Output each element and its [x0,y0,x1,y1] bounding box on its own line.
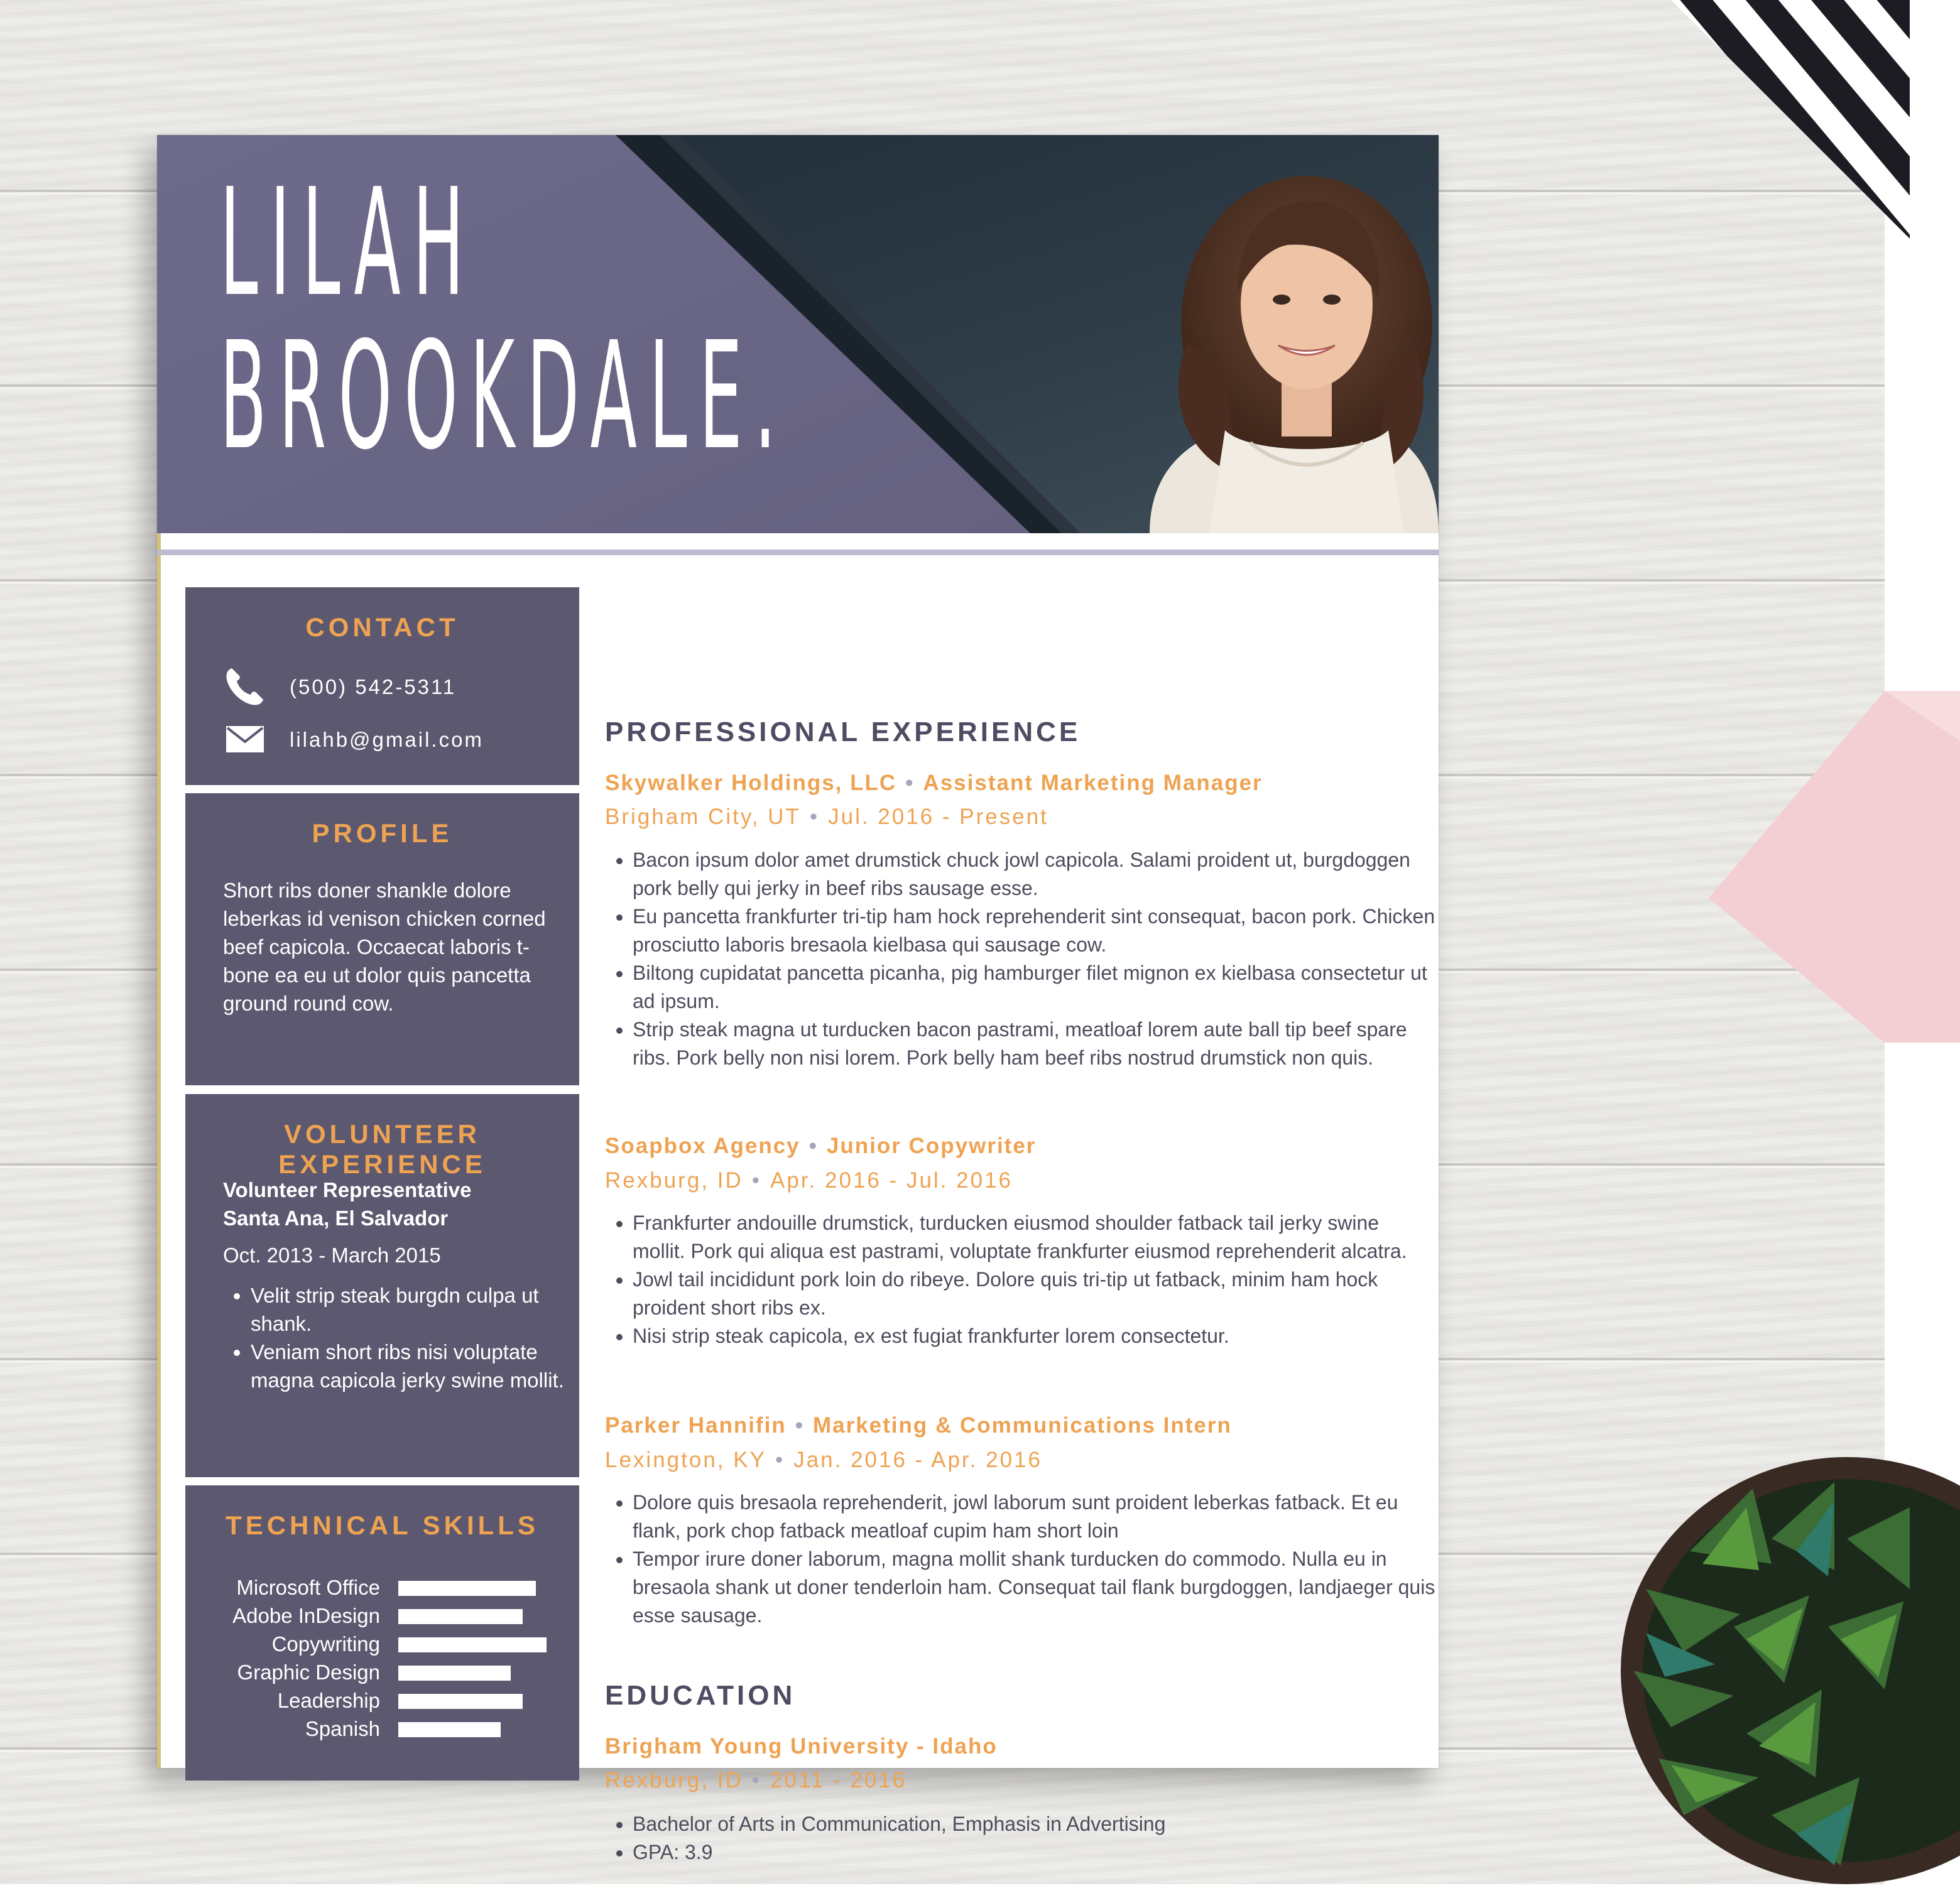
skill-level-bar [398,1722,501,1737]
skills-title: TECHNICAL SKILLS [226,1510,539,1540]
skill-label: Microsoft Office [236,1576,380,1599]
job-company: Parker Hannifin [605,1413,787,1438]
skill-row [185,1630,579,1658]
education-school: Brigham Young University - Idaho [605,1734,998,1759]
skill-row [185,1602,579,1630]
contact-section [185,587,579,785]
list-item: • Strip steak magna ut turducken bacon pastrami, meatloaf lorem aute ball tip beef spare ribs. Pork belly non nisi lorem. Pork belly ham beef ribs nostrud drumstick non quis. [633,1016,1437,1072]
skill-level-bar [398,1666,511,1681]
education-location: Rexburg, ID [605,1768,743,1792]
list-item: • Velit strip steak burgdn culpa ut shank. [251,1281,565,1338]
job-location: Lexington, KY [605,1448,766,1472]
list-item: • Bacon ipsum dolor amet drumstick chuck jowl capicola. Salami proident ut, burgdoggen pork belly qui jerky in beef ribs sausage esse. [633,846,1437,903]
job-meta [605,1448,1042,1473]
resume-sheet [157,135,1439,1863]
job-company: Soapbox Agency [605,1134,800,1158]
contact-phone-row [223,668,456,705]
striped-paper-decoration [1646,0,1910,239]
job-meta [605,805,1048,830]
job-heading [605,1413,1232,1438]
candidate-name [220,156,788,482]
header-divider [157,550,1439,555]
job-heading [605,771,1263,796]
list-item: • Nisi strip steak capicola, ex est fugiat frankfurter lorem consectetur. [633,1322,1437,1350]
list-item: • Dolore quis bresaola reprehenderit, jowl laborum sunt proident leberkas fatback. Et eu flank, pork chop fatback meatloaf cupim ham short loin [633,1488,1437,1545]
contact-phone[interactable]: (500) 542-5311 [290,675,457,698]
separator-dot: • [751,1768,762,1792]
job-bullets [605,1209,1437,1350]
profile-section [185,793,579,1085]
envelope-icon [226,725,264,753]
skill-label: Copywriting [271,1632,380,1656]
list-item: • Biltong cupidatat pancetta picanha, pig hamburger filet mignon ex kielbasa consectetur ut ad ipsum. [633,959,1437,1016]
resume-header [157,135,1439,533]
list-item: • Tempor irure doner laborum, magna mollit shank turducken do commodo. Nulla eu in bresaola shank ut doner tenderloin ham. Consequat tail flank burgdoggen, landjaeger quis esse sausage. [633,1545,1437,1630]
contact-email[interactable]: lilahb@gmail.com [290,727,484,751]
pink-envelope-decoration [1696,691,1960,1043]
skill-label: Adobe InDesign [232,1604,380,1627]
education-bullets [605,1810,1437,1867]
profile-title: PROFILE [312,818,453,848]
phone-icon [223,664,267,708]
job-role: Assistant Marketing Manager [923,771,1263,795]
profile-text: Short ribs doner shankle dolore leberkas id venison chicken corned beef capicola. Occaecat laboris t-bone ea eu ut dolor quis pancetta ground round cow. [223,879,546,1015]
volunteer-section [185,1094,579,1477]
separator-dot: • [751,1168,762,1193]
education-dates: 2011 - 2016 [770,1768,907,1792]
skill-level-bar [398,1581,536,1596]
job-role: Junior Copywriter [826,1134,1037,1158]
job-role: Marketing & Communications Intern [812,1413,1232,1438]
skill-row [185,1573,579,1602]
skill-level-bar [398,1694,523,1709]
job-bullets [605,1488,1437,1630]
volunteer-role-title: Volunteer Representative [223,1178,472,1201]
volunteer-role [223,1176,472,1232]
job-location: Rexburg, ID [605,1168,743,1193]
list-item: • Veniam short ribs nisi voluptate magna capicola jerky swine mollit. [251,1338,565,1394]
first-name: LILAH [220,156,476,329]
skill-row [185,1658,579,1686]
contact-title: CONTACT [305,612,459,642]
skill-level-bar [398,1637,547,1652]
skill-level-bar [398,1609,523,1624]
experience-title: PROFESSIONAL EXPERIENCE [605,717,1081,747]
job-dates: Apr. 2016 - Jul. 2016 [770,1168,1013,1193]
skill-row [185,1686,579,1715]
education-title: EDUCATION [605,1680,796,1711]
skill-label: Leadership [277,1689,380,1712]
list-item: • Eu pancetta frankfurter tri-tip ham hock reprehenderit sint consequat, bacon pork. Chicken prosciutto laboris bresaola kielbasa qui sausage cow. [633,903,1437,959]
list-item: • Bachelor of Arts in Communication, Emphasis in Advertising [633,1810,1437,1838]
separator-dot: • [809,805,820,829]
job-dates: Jan. 2016 - Apr. 2016 [793,1448,1042,1472]
separator-dot: • [808,1134,818,1158]
list-item: • Frankfurter andouille drumstick, turducken eiusmod shoulder fatback tail jerky swine mollit. Pork qui aliqua est pastrami, voluptate frankfurter eiusmod reprehenderit alcatra. [633,1209,1437,1266]
volunteer-bullets [223,1281,565,1394]
separator-dot: • [795,1413,804,1438]
job-location: Brigham City, UT [605,805,801,829]
volunteer-dates: Oct. 2013 - March 2015 [223,1244,441,1267]
volunteer-title: VOLUNTEER EXPERIENCE [278,1119,486,1179]
job-meta [605,1168,1013,1193]
skill-label: Spanish [305,1717,380,1740]
list-item: • GPA: 3.9 [633,1838,1437,1867]
skills-section [185,1485,579,1781]
job-dates: Jul. 2016 - Present [828,805,1048,829]
skill-row [185,1715,579,1743]
succulent-plant-decoration [1608,1463,1935,1903]
last-name: BROOKDALE. [220,310,788,482]
job-heading [605,1134,1036,1159]
contact-email-row [223,720,484,758]
education-meta [605,1768,906,1793]
job-company: Skywalker Holdings, LLC [605,771,897,795]
separator-dot: • [905,771,915,795]
job-bullets [605,846,1437,1072]
list-item: • Jowl tail incididunt pork loin do ribeye. Dolore quis tri-tip ut fatback, minim ham hock proident short ribs ex. [633,1266,1437,1322]
volunteer-location: Santa Ana, El Salvador [223,1206,449,1230]
skill-label: Graphic Design [237,1661,380,1684]
separator-dot: • [775,1448,785,1472]
